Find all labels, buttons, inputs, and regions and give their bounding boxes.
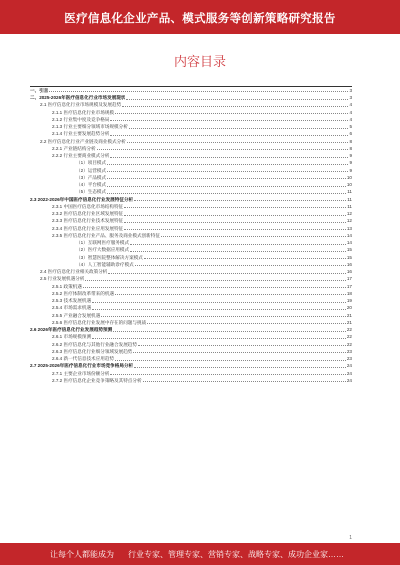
toc-entry-label: 2.1 医疗信息化行业市场规模及发展趋势 xyxy=(40,102,122,108)
toc-entry[interactable] xyxy=(30,122,352,129)
toc-entry[interactable] xyxy=(30,253,352,260)
toc-entry-page: 4 xyxy=(349,116,352,122)
toc-entry[interactable] xyxy=(30,209,352,216)
toc-entry-label: 2.1.3 行业主要细分领域市场规模分析 xyxy=(52,124,128,130)
dot-leader xyxy=(115,294,346,295)
toc-entry-label: 2.3.4 医疗信息化行业应用发展特征 xyxy=(52,225,124,231)
dot-leader xyxy=(115,360,346,361)
toc-entry-label: 二、2025-2026年医疗信息化行业市场发展现状 xyxy=(30,95,126,101)
dot-leader xyxy=(107,186,346,187)
toc-entry[interactable] xyxy=(30,347,352,354)
toc-entry-page: 3 xyxy=(349,95,352,101)
dot-leader xyxy=(138,345,346,346)
toc-entry-page: 14 xyxy=(346,240,352,246)
toc-entry-page: 20 xyxy=(346,305,352,311)
toc-entry-label: 2.1.2 行业集中度及竞争格局 xyxy=(52,116,110,122)
dot-leader xyxy=(92,338,346,339)
toc-entry-page: 16 xyxy=(346,269,352,275)
toc-entry[interactable] xyxy=(30,362,352,369)
toc-entry-label: （1）互联网医疗服务模式 xyxy=(76,240,130,246)
toc-entry-label: 2.5.5 产业融合发展机遇 xyxy=(52,312,101,318)
dot-leader xyxy=(110,157,348,158)
dot-leader xyxy=(143,381,346,382)
toc-entry-label: 2.2.2 行业主要商业模式分析 xyxy=(52,153,110,159)
toc-entry-page: 11 xyxy=(347,196,352,202)
toc-entry-label: 2.1.1 医疗信息化行业市场规模 xyxy=(52,109,115,115)
toc-entry-page: 14 xyxy=(346,232,352,238)
dot-leader xyxy=(110,135,348,136)
toc-entry-page: 10 xyxy=(346,174,352,180)
toc-entry-page: 3 xyxy=(349,87,352,93)
dot-leader xyxy=(129,128,349,129)
toc-entry[interactable] xyxy=(30,282,352,289)
toc-entry-page: 4 xyxy=(349,102,352,108)
toc-entry[interactable] xyxy=(30,340,352,347)
toc-entry-page: 11 xyxy=(347,203,352,209)
toc-entry-page: 10 xyxy=(346,182,352,188)
toc-entry-label: 2.3 2022-2026年中国医疗信息化行业发展特征分析 xyxy=(30,196,134,202)
footer-tagline: 行业专家、管理专家、营销专家、战略专家、成功企业家…… xyxy=(128,550,344,559)
toc-entry-page: 8 xyxy=(349,138,352,144)
toc-entry-page: 17 xyxy=(346,283,352,289)
toc-entry-label: （2）医疗大数据应用模式 xyxy=(76,247,130,253)
toc-entry[interactable] xyxy=(30,101,352,108)
toc-entry-page: 9 xyxy=(349,160,352,166)
bottom-banner xyxy=(0,543,400,565)
toc-entry-page: 23 xyxy=(346,356,352,362)
toc-entry-label: 2.5.2 医疗体制改革带来的机遇 xyxy=(52,290,115,296)
toc-entry-label: 2.1.4 行业主要发展趋势分析 xyxy=(52,131,110,137)
toc-entry[interactable] xyxy=(30,115,352,122)
toc-entry-page: 15 xyxy=(346,254,352,260)
dot-leader xyxy=(124,215,346,216)
toc-entry[interactable] xyxy=(30,93,352,100)
toc-entry-label: （5）生态模式 xyxy=(76,189,107,195)
dot-leader xyxy=(134,367,346,368)
dot-leader xyxy=(126,99,348,100)
toc-entry[interactable] xyxy=(30,231,352,238)
report-title: 医疗信息化企业产品、模式服务等创新策略研究报告 xyxy=(64,13,336,25)
toc-entry-label: 2.5 行业发展机遇分析 xyxy=(40,276,85,282)
toc-entry-label: 2.5.1 政策机遇 xyxy=(52,283,82,289)
toc-heading: 内容目录 xyxy=(173,55,226,70)
dot-leader xyxy=(135,265,346,266)
toc-entry-page: 23 xyxy=(346,348,352,354)
toc-entry-page: 22 xyxy=(346,334,352,340)
toc-entry[interactable] xyxy=(30,151,352,158)
dot-leader xyxy=(122,106,348,107)
toc-entry[interactable] xyxy=(30,130,352,137)
toc-entry-label: （2）运营模式 xyxy=(76,167,107,173)
toc-entry[interactable] xyxy=(30,238,352,245)
dot-leader xyxy=(107,193,346,194)
toc-entry[interactable] xyxy=(30,304,352,311)
dot-leader xyxy=(110,120,348,121)
toc-entry-label: 2.7.1 主要企业市场份额分析 xyxy=(52,370,110,376)
dot-leader xyxy=(101,316,346,317)
toc-entry-page: 19 xyxy=(346,298,352,304)
toc-entry-page: 13 xyxy=(346,225,352,231)
dot-leader xyxy=(134,200,346,201)
toc-entry-label: 2.3.2 医疗信息化行业区域发展特征 xyxy=(52,211,124,217)
top-banner xyxy=(0,0,400,34)
toc-entry[interactable] xyxy=(30,144,352,151)
toc-entry[interactable] xyxy=(30,376,352,383)
toc-entry[interactable] xyxy=(30,275,352,282)
toc-entry[interactable] xyxy=(30,267,352,274)
toc-entry[interactable] xyxy=(30,311,352,318)
dot-leader xyxy=(115,113,348,114)
toc-entry-page: 24 xyxy=(346,370,352,376)
toc-entry-label: （4）平台模式 xyxy=(76,182,107,188)
toc-entry-label: 2.2 医疗信息化行业产业链及商业模式分析 xyxy=(40,138,126,144)
toc-entry-label: 2.6.3 医疗信息化行业细分领域发展趋势 xyxy=(52,348,133,354)
dot-leader xyxy=(92,309,346,310)
toc-entry-page: 12 xyxy=(346,211,352,217)
dot-leader xyxy=(85,280,345,281)
dot-leader xyxy=(144,258,346,259)
dot-leader xyxy=(110,374,345,375)
toc-entry-label: 2.3.5 医疗信息化行业产品、服务及商业模式创新特征 xyxy=(52,232,160,238)
toc-entry[interactable] xyxy=(30,369,352,376)
toc-entry-label: 一、引言 xyxy=(30,87,49,93)
table-of-contents xyxy=(30,86,352,383)
toc-entry-label: 2.5.4 市场需求机遇 xyxy=(52,305,92,311)
toc-entry-label: 2.3.1 中国医疗信息化市场结构特征 xyxy=(52,203,124,209)
toc-entry[interactable] xyxy=(30,188,352,195)
dot-leader xyxy=(127,142,349,143)
dot-leader xyxy=(124,222,346,223)
toc-entry-page: 12 xyxy=(346,218,352,224)
toc-entry-label: 2.5.3 技术发展机遇 xyxy=(52,298,92,304)
toc-entry[interactable] xyxy=(30,166,352,173)
toc-entry-label: 2.3.3 医疗信息化行业技术发展特征 xyxy=(52,218,124,224)
toc-entry[interactable] xyxy=(30,354,352,361)
toc-entry-page: 5 xyxy=(349,124,352,130)
toc-entry-page: 21 xyxy=(346,319,352,325)
toc-entry[interactable] xyxy=(30,260,352,267)
toc-entry-page: 16 xyxy=(346,261,352,267)
toc-entry[interactable] xyxy=(30,296,352,303)
toc-entry-page: 6 xyxy=(349,131,352,137)
toc-entry[interactable] xyxy=(30,202,352,209)
toc-entry-label: 2.7.2 医疗信息化企业竞争策略及其特点分析 xyxy=(52,377,142,383)
toc-entry-page: 4 xyxy=(349,109,352,115)
toc-entry-label: 2.7 2025-2026年医疗信息化行业市场竞争格局分析 xyxy=(30,363,134,369)
toc-entry-page: 24 xyxy=(346,377,352,383)
toc-entry-label: （1）项目模式 xyxy=(76,160,107,166)
dot-leader xyxy=(107,164,348,165)
dot-leader xyxy=(97,149,349,150)
toc-entry-page: 15 xyxy=(346,247,352,253)
toc-entry-page: 11 xyxy=(347,189,352,195)
toc-entry[interactable] xyxy=(30,180,352,187)
toc-entry-page: 24 xyxy=(346,363,352,369)
toc-entry-label: 2.5.6 医疗信息化行业发展中存在的问题与挑战 xyxy=(52,319,147,325)
dot-leader xyxy=(83,287,346,288)
toc-entry[interactable] xyxy=(30,86,352,93)
toc-entry[interactable] xyxy=(30,217,352,224)
toc-entry-label: 2.6.1 市场规模预测 xyxy=(52,334,92,340)
toc-entry-page: 17 xyxy=(346,276,352,282)
dot-leader xyxy=(130,244,346,245)
toc-entry-label: 2.4 医疗信息化行业相关政策分析 xyxy=(40,269,108,275)
dot-leader xyxy=(130,251,346,252)
toc-entry[interactable] xyxy=(30,289,352,296)
toc-entry[interactable] xyxy=(30,108,352,115)
toc-entry-label: （3）智慧医院整体解决方案模式 xyxy=(76,254,143,260)
dot-leader xyxy=(49,91,348,92)
toc-entry-page: 22 xyxy=(346,341,352,347)
dot-leader xyxy=(107,178,346,179)
toc-entry[interactable] xyxy=(30,137,352,144)
page-number: 1 xyxy=(349,535,352,541)
toc-entry-label: 2.6.4 新一代信息技术应用趋势 xyxy=(52,356,115,362)
toc-entry[interactable] xyxy=(30,246,352,253)
toc-entry[interactable] xyxy=(30,333,352,340)
dot-leader xyxy=(92,302,346,303)
toc-entry-page: 22 xyxy=(346,327,352,333)
dot-leader xyxy=(133,352,345,353)
dot-leader xyxy=(124,229,346,230)
dot-leader xyxy=(161,236,346,237)
toc-entry-page: 9 xyxy=(349,167,352,173)
dot-leader xyxy=(124,207,346,208)
toc-entry-label: 2.6 2026年医疗信息化行业发展趋势预测 xyxy=(30,327,113,333)
dot-leader xyxy=(107,171,348,172)
toc-entry-label: （3）产品模式 xyxy=(76,174,107,180)
dot-leader xyxy=(113,331,346,332)
toc-entry[interactable] xyxy=(30,224,352,231)
toc-entry-page: 9 xyxy=(349,153,352,159)
toc-entry[interactable] xyxy=(30,195,352,202)
toc-entry-page: 21 xyxy=(346,312,352,318)
toc-entry[interactable] xyxy=(30,159,352,166)
toc-entry-label: 2.6.2 医疗信息化与其他行业融合发展趋势 xyxy=(52,341,137,347)
toc-entry[interactable] xyxy=(30,318,352,325)
toc-entry-label: 2.2.1 产业链结构分析 xyxy=(52,145,96,151)
toc-entry-page: 18 xyxy=(346,290,352,296)
toc-entry-page: 8 xyxy=(349,145,352,151)
toc-entry-label: （4）人工智能辅助诊疗模式 xyxy=(76,261,134,267)
toc-entry[interactable] xyxy=(30,173,352,180)
dot-leader xyxy=(108,273,345,274)
dot-leader xyxy=(147,323,346,324)
toc-entry[interactable] xyxy=(30,325,352,332)
footer-slogan: 让每个人都能成为 xyxy=(50,550,114,559)
